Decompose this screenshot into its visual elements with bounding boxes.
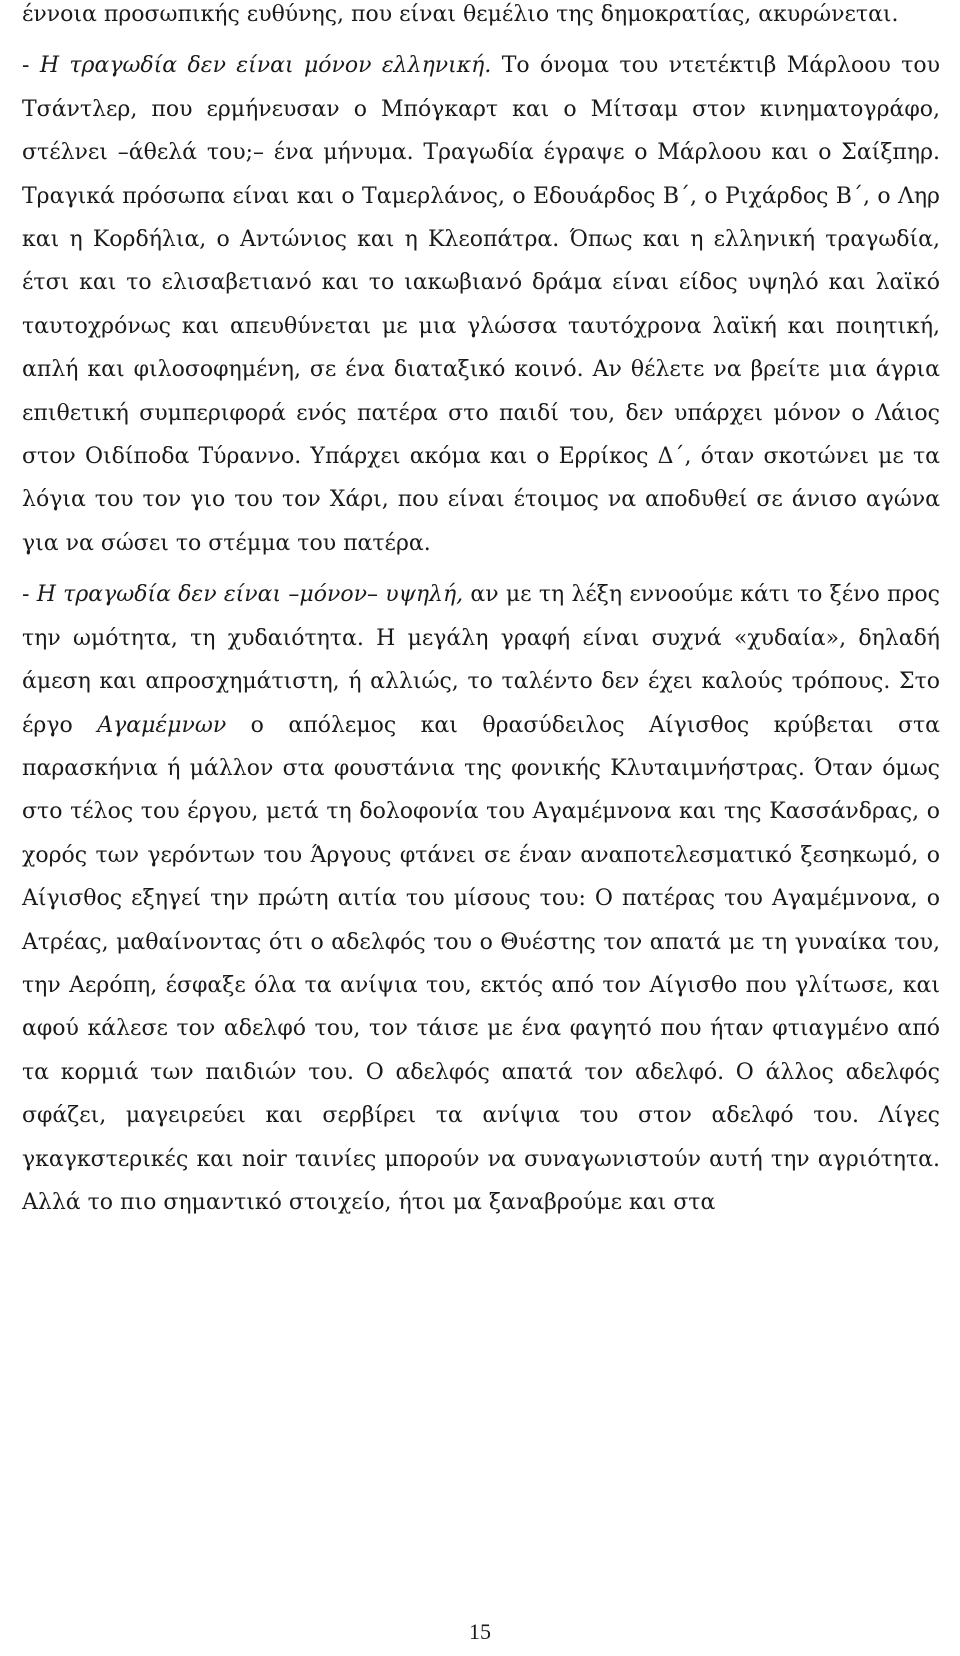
paragraph-dash: - [22, 53, 40, 79]
paragraph-text: Το όνομα του ντετέκτιβ Μάρλοου του Τσάντλερ, που ερμήνευσαν ο Μπόγκαρτ και ο Μίτσαμ στον κινηματογράφο, στέλνει –άθελά του;– ένα μήνυμα. Τραγωδία έγραψε ο Μάρλοου και ο Σαίξπηρ. Τραγικά πρόσωπα είναι και ο Ταμερλάνος, ο Εδουάρδος Β΄, ο Ριχάρδος Β΄, ο Ληρ και η Κορδήλια, ο Αντώνιος και η Κλεοπάτρα. Όπως και η ελληνική τραγωδία, έτσι και το ελισαβετιανό και το ιακωβιανό δράμα είναι είδος υψηλό και λαϊκό ταυτοχρόνως και απευθύνεται με μια γλώσσα ταυτόχρονα λαϊκή και ποιητική, απλή και φιλοσοφημένη, σε ένα διαταξικό κοινό. Αν θέλετε να βρείτε μια άγρια επιθετική συμπεριφορά ενός πατέρα στο παιδί του, δεν υπάρχει μόνον ο Λάιος στον Οιδίποδα Τύραννο. Υπάρχει ακόμα και ο Ερρίκος Δ΄, όταν σκοτώνει με τα λόγια του τον γιο του τον Χάρι, που είναι έτοιμος να αποδυθεί σε άνισο αγώνα για να σώσει το στέμμα του πατέρα. [22, 53, 940, 556]
paragraph-tragedy-not-only-high [22, 573, 940, 1224]
paragraph-text: έννοια προσωπικής ευθύνης, που είναι θεμέλιο της δημοκρατίας, ακυρώνεται. [22, 2, 899, 27]
paragraph-lead-italic: Η τραγωδία δεν είναι –μόνον– υψηλή, [36, 582, 464, 608]
paragraph-text: ο απόλεμος και θρασύδειλος Αίγισθος κρύβεται στα παρασκήνια ή μάλλον στα φουστάνια της φονικής Κλυταιμνήστρας. Όταν όμως στο τέλος του έργου, μετά τη δολοφονία του Αγαμέμνονα και της Κασσάνδρας, ο χορός των γερόντων του Άργους φτάνει σε έναν αναποτελεσματικό ξεσηκωμό, ο Αίγισθος εξηγεί την πρώτη αιτία του μίσους του: Ο πατέρας του Αγαμέμνονα, ο Ατρέας, μαθαίνοντας ότι ο αδελφός του ο Θυέστης τον απατά με τη γυναίκα του, την Αερόπη, έσφαξε όλα τα ανίψια του, εκτός από τον Αίγισθο που γλίτωσε, και αφού κάλεσε τον αδελφό του, τον τάισε με ένα φαγητό που ήταν φτιαγμένο από τα κορμιά των παιδιών του. Ο αδελφός απατά τον αδελφό. Ο άλλος αδελφός σφάζει, μαγειρεύει και σερβίρει τα ανίψια του στον αδελφό του. Λίγες γκαγκστερικές και noir ταινίες μπορούν να συναγωνιστούν αυτή την αγριότητα. Αλλά το πιο σημαντικό στοιχείο, ήτοι μα ξαναβρούμε και στα [22, 712, 941, 1215]
paragraph-text: αν με τη λέξη εννοούμε κάτι το ξένο προς την ωμότητα, τη χυδαιότητα. Η μεγάλη γραφή είναι συχνά «χυδαία», δηλαδή άμεση και απροσχημάτιστη, ή αλλιώς, το ταλέντο δεν έχει καλούς τρόπους. Στο έργο [22, 582, 940, 738]
paragraph-tragedy-not-only-greek [22, 44, 940, 565]
page-number: 15 [469, 1619, 491, 1644]
paragraph-dash: - [22, 582, 37, 608]
document-page [22, 0, 940, 1224]
work-title-italic: Αγαμέμνων [97, 712, 227, 738]
paragraph-continuation [22, 0, 940, 36]
paragraph-lead-italic: Η τραγωδία δεν είναι μόνον ελληνική. [39, 53, 492, 79]
